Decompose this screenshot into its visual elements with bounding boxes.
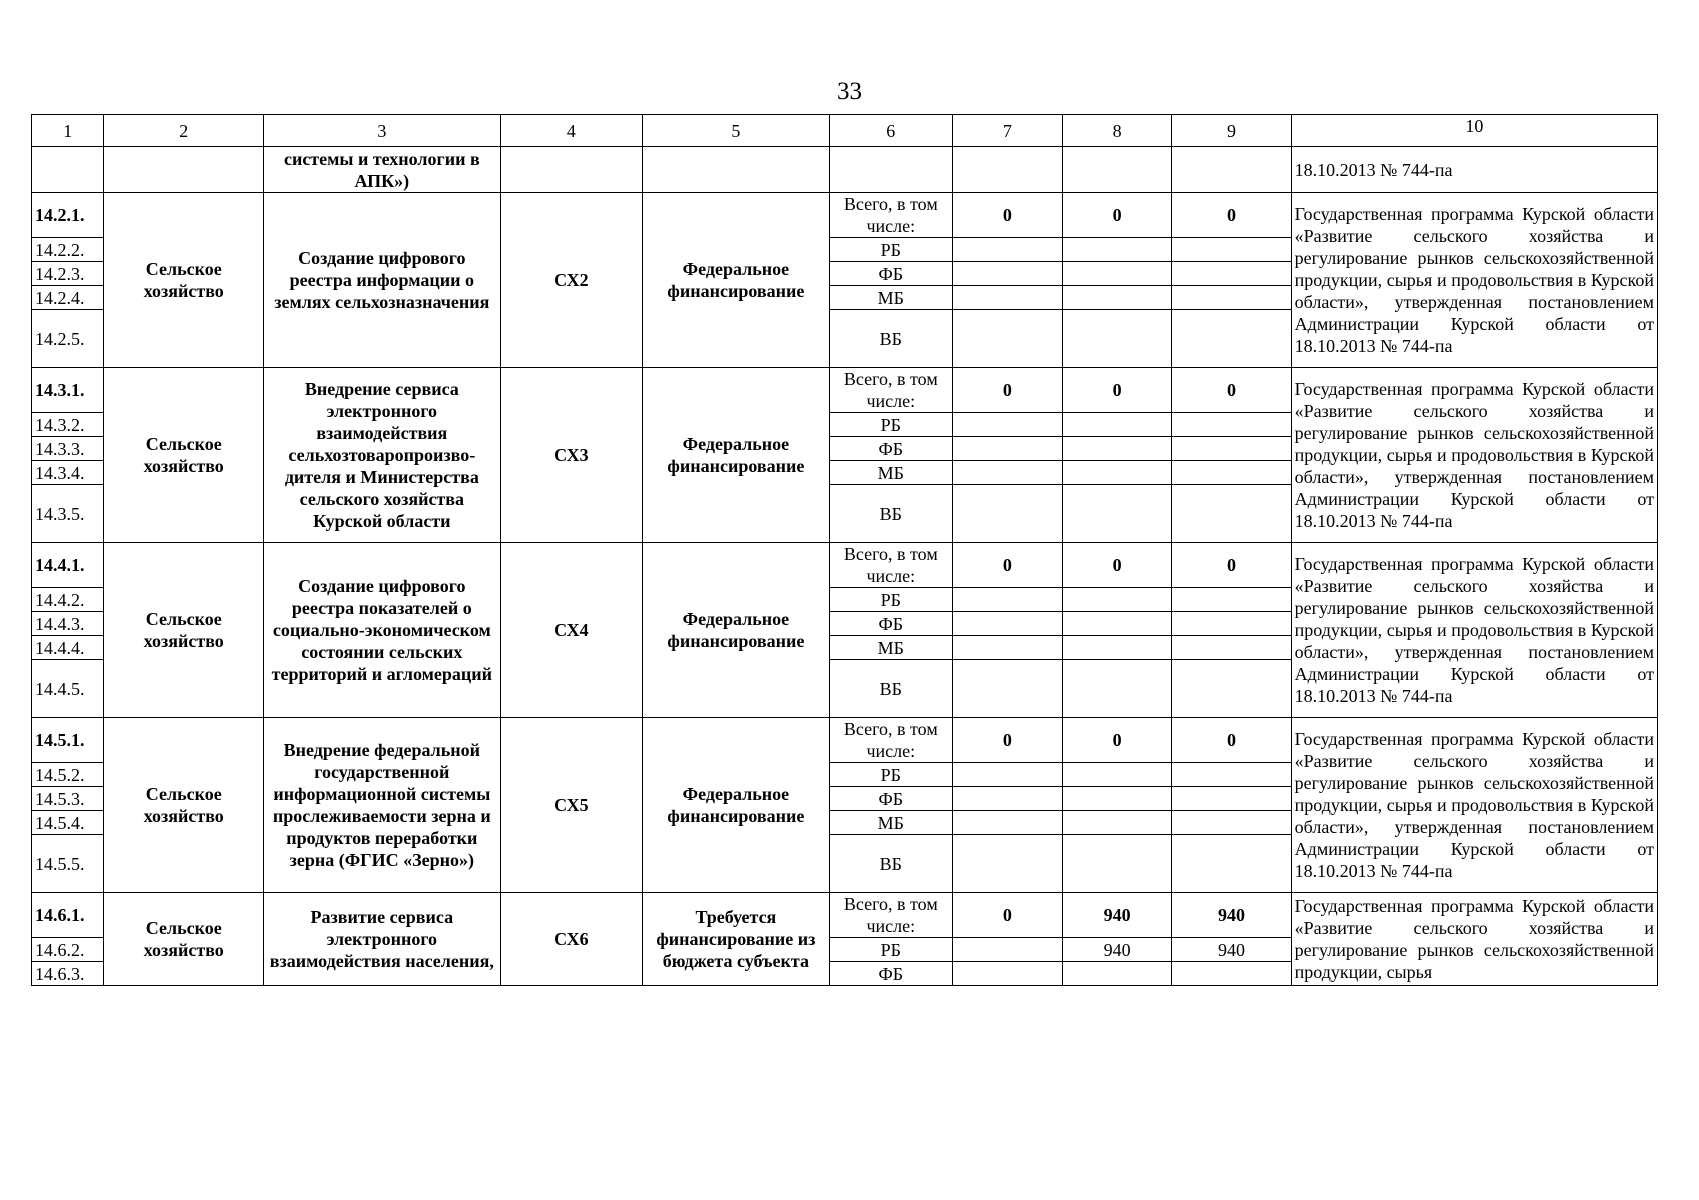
- header-cell: 2: [104, 115, 264, 147]
- item-number: 14.2.4.: [32, 286, 104, 310]
- empty-cell: [829, 147, 953, 193]
- item-number: 14.5.3.: [32, 787, 104, 811]
- amount-cell: 0: [953, 893, 1063, 938]
- amount-cell: [1062, 835, 1172, 893]
- item-number: 14.5.2.: [32, 763, 104, 787]
- activity-code: СХ4: [500, 543, 643, 718]
- amount-cell: 0: [1062, 368, 1172, 413]
- item-number: 14.3.1.: [32, 368, 104, 413]
- table-row: [32, 718, 1658, 763]
- amount-cell: 940: [1062, 893, 1172, 938]
- amount-cell: [953, 763, 1063, 787]
- item-number: 14.6.2.: [32, 938, 104, 962]
- program-reference: Государственная программа Курской области «Развитие сельского хозяйства и регулирование рынков сельскохозяйственной продукции, сырья и продовольствия в Курской области», утвержденная постановлением Администрации Курской области от 18.10.2013 № 744-па: [1291, 543, 1657, 718]
- amount-cell: 940: [1062, 938, 1172, 962]
- amount-cell: [1172, 763, 1291, 787]
- funding-type: ФБ: [829, 612, 953, 636]
- amount-cell: 0: [953, 368, 1063, 413]
- item-number: 14.4.3.: [32, 612, 104, 636]
- activity-name: Создание цифрового реестра показателей о социально-экономическом состоянии сельских территорий и агломераций: [264, 543, 500, 718]
- amount-cell: 940: [1172, 938, 1291, 962]
- empty-cell: [32, 147, 104, 193]
- funding-type: Всего, в том числе:: [829, 893, 953, 938]
- item-number: 14.6.1.: [32, 893, 104, 938]
- item-number: 14.2.3.: [32, 262, 104, 286]
- header-row: [32, 115, 1658, 147]
- amount-cell: [953, 485, 1063, 543]
- table-row: [32, 193, 1658, 238]
- header-cell: 6: [829, 115, 953, 147]
- continuation-row: [32, 147, 1658, 193]
- table-row: [32, 543, 1658, 588]
- amount-cell: [1172, 437, 1291, 461]
- program-reference: Государственная программа Курской области «Развитие сельского хозяйства и регулирование рынков сельскохозяйственной продукции, сырья и продовольствия в Курской области», утвержденная постановлением Администрации Курской области от 18.10.2013 № 744-па: [1291, 368, 1657, 543]
- amount-cell: [1062, 413, 1172, 437]
- amount-cell: [953, 835, 1063, 893]
- funding-type: МБ: [829, 286, 953, 310]
- header-cell: 5: [643, 115, 829, 147]
- amount-cell: 0: [1172, 368, 1291, 413]
- page-number: 33: [837, 78, 862, 105]
- program-reference: Государственная программа Курской области «Развитие сельского хозяйства и регулирование рынков сельскохозяйственной продукции, сырья и продовольствия в Курской области», утвержденная постановлением Администрации Курской области от 18.10.2013 № 744-па: [1291, 718, 1657, 893]
- amount-cell: [1172, 636, 1291, 660]
- activity-name-continued: системы и технологии в АПК»): [264, 147, 500, 193]
- amount-cell: [1172, 286, 1291, 310]
- item-number: 14.3.5.: [32, 485, 104, 543]
- amount-cell: [1172, 660, 1291, 718]
- amount-cell: [953, 612, 1063, 636]
- item-number: 14.4.2.: [32, 588, 104, 612]
- empty-cell: [104, 147, 264, 193]
- funding-type: РБ: [829, 938, 953, 962]
- amount-cell: [1062, 461, 1172, 485]
- funding-type: ФБ: [829, 962, 953, 986]
- amount-cell: [1062, 588, 1172, 612]
- sector-cell: Сельское хозяйство: [104, 543, 264, 718]
- item-number: 14.2.1.: [32, 193, 104, 238]
- amount-cell: 0: [1172, 193, 1291, 238]
- amount-cell: [1062, 787, 1172, 811]
- amount-cell: [953, 636, 1063, 660]
- header-cell: 7: [953, 115, 1063, 147]
- financing-source: Федеральное финансирование: [643, 193, 829, 368]
- header-cell: 8: [1062, 115, 1172, 147]
- amount-cell: [1172, 310, 1291, 368]
- financing-source: Требуется финансирование из бюджета субъекта: [643, 893, 829, 986]
- amount-cell: [1062, 763, 1172, 787]
- item-number: 14.5.1.: [32, 718, 104, 763]
- amount-cell: [1062, 262, 1172, 286]
- funding-type: Всего, в том числе:: [829, 368, 953, 413]
- amount-cell: [953, 310, 1063, 368]
- item-number: 14.5.4.: [32, 811, 104, 835]
- amount-cell: [1062, 310, 1172, 368]
- amount-cell: [1062, 660, 1172, 718]
- funding-type: ФБ: [829, 262, 953, 286]
- header-cell: 9: [1172, 115, 1291, 147]
- amount-cell: 0: [953, 193, 1063, 238]
- funding-type: Всего, в том числе:: [829, 543, 953, 588]
- item-number: 14.4.1.: [32, 543, 104, 588]
- amount-cell: [953, 660, 1063, 718]
- activity-name: Развитие сервиса электронного взаимодействия населения,: [264, 893, 500, 986]
- amount-cell: [953, 461, 1063, 485]
- table-row: [32, 368, 1658, 413]
- amount-cell: [953, 938, 1063, 962]
- item-number: 14.5.5.: [32, 835, 104, 893]
- amount-cell: [1172, 485, 1291, 543]
- item-number: 14.4.4.: [32, 636, 104, 660]
- activity-code: СХ5: [500, 718, 643, 893]
- table-row: [32, 893, 1658, 938]
- funding-type: ВБ: [829, 485, 953, 543]
- amount-cell: 0: [1172, 718, 1291, 763]
- activity-name: Внедрение федеральной государственной информационной системы прослеживаемости зерна и продуктов переработки зерна (ФГИС «Зерно»): [264, 718, 500, 893]
- empty-cell: [953, 147, 1063, 193]
- amount-cell: [1172, 811, 1291, 835]
- activity-name: Внедрение сервиса электронного взаимодействия сельхозтоваропроизво-дителя и Министерства сельского хозяйства Курской области: [264, 368, 500, 543]
- amount-cell: [1062, 636, 1172, 660]
- amount-cell: [1062, 962, 1172, 986]
- amount-cell: 0: [1172, 543, 1291, 588]
- amount-cell: [1062, 286, 1172, 310]
- item-number: 14.6.3.: [32, 962, 104, 986]
- amount-cell: 0: [1062, 543, 1172, 588]
- amount-cell: [953, 437, 1063, 461]
- amount-cell: 0: [1062, 718, 1172, 763]
- financing-source: Федеральное финансирование: [643, 543, 829, 718]
- header-cell: 1: [32, 115, 104, 147]
- funding-type: РБ: [829, 763, 953, 787]
- amount-cell: [953, 286, 1063, 310]
- activity-code: СХ3: [500, 368, 643, 543]
- funding-type: ВБ: [829, 310, 953, 368]
- funding-type: ВБ: [829, 660, 953, 718]
- financing-table: [31, 114, 1658, 986]
- funding-type: РБ: [829, 588, 953, 612]
- sector-cell: Сельское хозяйство: [104, 718, 264, 893]
- amount-cell: [953, 262, 1063, 286]
- amount-cell: [1172, 612, 1291, 636]
- activity-name: Создание цифрового реестра информации о землях сельхозназначения: [264, 193, 500, 368]
- amount-cell: [1172, 835, 1291, 893]
- amount-cell: [1062, 238, 1172, 262]
- amount-cell: [1062, 811, 1172, 835]
- empty-cell: [1172, 147, 1291, 193]
- financing-source: Федеральное финансирование: [643, 718, 829, 893]
- amount-cell: 0: [953, 718, 1063, 763]
- funding-type: РБ: [829, 413, 953, 437]
- amount-cell: [953, 811, 1063, 835]
- amount-cell: [1172, 262, 1291, 286]
- empty-cell: [1062, 147, 1172, 193]
- sector-cell: Сельское хозяйство: [104, 368, 264, 543]
- activity-code: СХ6: [500, 893, 643, 986]
- item-number: 14.2.2.: [32, 238, 104, 262]
- funding-type: МБ: [829, 461, 953, 485]
- empty-cell: [500, 147, 643, 193]
- funding-type: ФБ: [829, 437, 953, 461]
- amount-cell: [1062, 612, 1172, 636]
- program-text-continued: 18.10.2013 № 744-па: [1291, 147, 1657, 193]
- amount-cell: [953, 238, 1063, 262]
- amount-cell: 0: [1062, 193, 1172, 238]
- funding-type: Всего, в том числе:: [829, 718, 953, 763]
- amount-cell: [1172, 962, 1291, 986]
- financing-source: Федеральное финансирование: [643, 368, 829, 543]
- item-number: 14.3.2.: [32, 413, 104, 437]
- amount-cell: [1062, 485, 1172, 543]
- activity-code: СХ2: [500, 193, 643, 368]
- amount-cell: [1172, 588, 1291, 612]
- amount-cell: [1172, 787, 1291, 811]
- item-number: 14.4.5.: [32, 660, 104, 718]
- item-number: 14.3.4.: [32, 461, 104, 485]
- header-cell: 3: [264, 115, 500, 147]
- amount-cell: [953, 962, 1063, 986]
- amount-cell: [953, 413, 1063, 437]
- sector-cell: Сельское хозяйство: [104, 193, 264, 368]
- sector-cell: Сельское хозяйство: [104, 893, 264, 986]
- amount-cell: 940: [1172, 893, 1291, 938]
- program-reference: Государственная программа Курской области «Развитие сельского хозяйства и регулирование рынков сельскохозяйственной продукции, сырья: [1291, 893, 1657, 986]
- item-number: 14.2.5.: [32, 310, 104, 368]
- amount-cell: [1062, 437, 1172, 461]
- funding-type: Всего, в том числе:: [829, 193, 953, 238]
- amount-cell: [953, 588, 1063, 612]
- amount-cell: [1172, 461, 1291, 485]
- funding-type: ФБ: [829, 787, 953, 811]
- amount-cell: 0: [953, 543, 1063, 588]
- amount-cell: [1172, 413, 1291, 437]
- amount-cell: [953, 787, 1063, 811]
- header-cell: 10: [1291, 115, 1657, 147]
- item-number: 14.3.3.: [32, 437, 104, 461]
- funding-type: ВБ: [829, 835, 953, 893]
- funding-type: МБ: [829, 636, 953, 660]
- funding-type: МБ: [829, 811, 953, 835]
- empty-cell: [643, 147, 829, 193]
- amount-cell: [1172, 238, 1291, 262]
- header-cell: 4: [500, 115, 643, 147]
- program-reference: Государственная программа Курской области «Развитие сельского хозяйства и регулирование рынков сельскохозяйственной продукции, сырья и продовольствия в Курской области», утвержденная постановлением Администрации Курской области от 18.10.2013 № 744-па: [1291, 193, 1657, 368]
- funding-type: РБ: [829, 238, 953, 262]
